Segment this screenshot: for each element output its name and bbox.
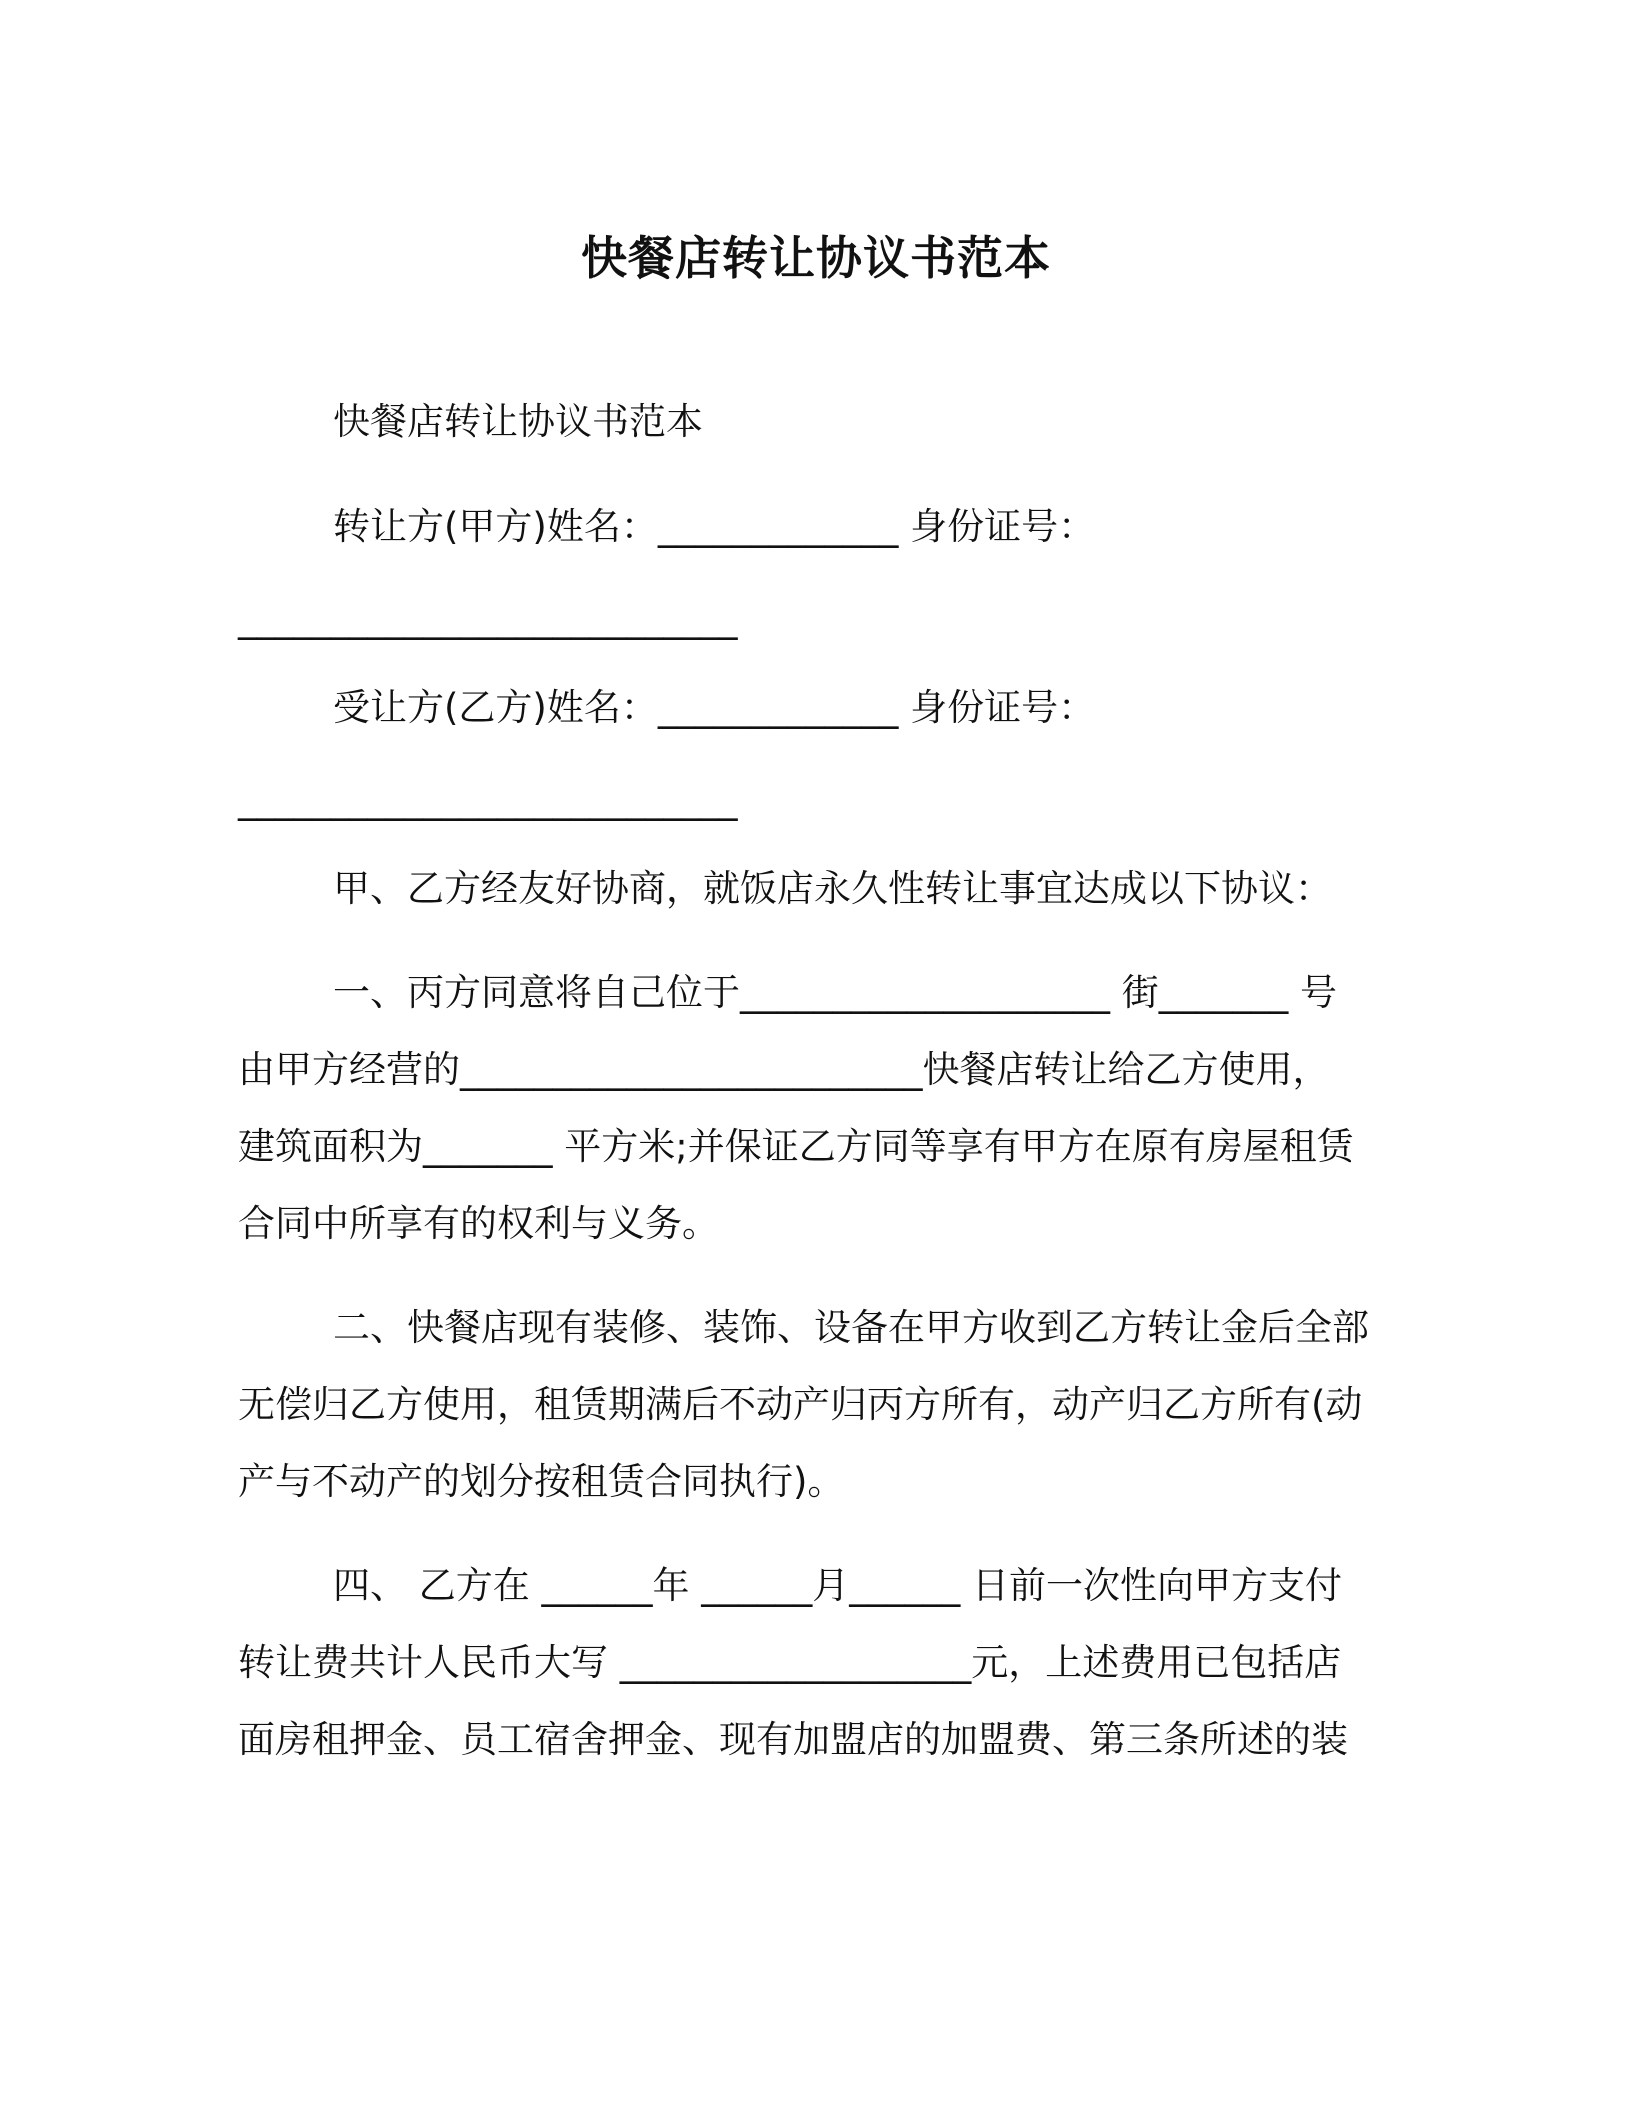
transferee-name-line: 受让方(乙方)姓名：_____________ 身份证号： [333, 686, 1096, 729]
clause-4-line-3: 面房租押金、员工宿舍押金、现有加盟店的加盟费、第三条所述的装 [238, 1718, 1348, 1761]
clause-2-line-3: 产与不动产的划分按租赁合同执行)。 [238, 1460, 845, 1503]
clause-4-line-1: 四、 乙方在 ______年 ______月______ 日前一次性向甲方支付 [333, 1564, 1343, 1607]
clause-1-line-4: 合同中所享有的权利与义务。 [238, 1202, 719, 1245]
clause-1-line-2: 由甲方经营的_________________________快餐店转让给乙方使用， [238, 1048, 1330, 1091]
document-title: 快餐店转让协议书范本 [581, 231, 1051, 285]
subtitle-line: 快餐店转让协议书范本 [333, 400, 703, 443]
transferee-id-blank: ___________________________ [238, 778, 738, 821]
clause-2-line-1: 二、快餐店现有装修、装饰、设备在甲方收到乙方转让金后全部 [333, 1306, 1369, 1349]
clause-1-line-3: 建筑面积为_______ 平方米;并保证乙方同等享有甲方在原有房屋租赁 [238, 1125, 1354, 1168]
clause-4-line-2: 转让费共计人民币大写 ___________________元，上述费用已包括店 [238, 1641, 1342, 1684]
agreement-intro: 甲、乙方经友好协商，就饭店永久性转让事宜达成以下协议： [333, 867, 1332, 910]
clause-1-line-1: 一、丙方同意将自己位于____________________ 街_______ 号 [333, 971, 1338, 1014]
transferor-id-blank: ___________________________ [238, 597, 738, 640]
clause-2-line-2: 无偿归乙方使用，租赁期满后不动产归丙方所有，动产归乙方所有(动 [238, 1383, 1363, 1426]
transferor-name-line: 转让方(甲方)姓名：_____________ 身份证号： [333, 505, 1096, 548]
